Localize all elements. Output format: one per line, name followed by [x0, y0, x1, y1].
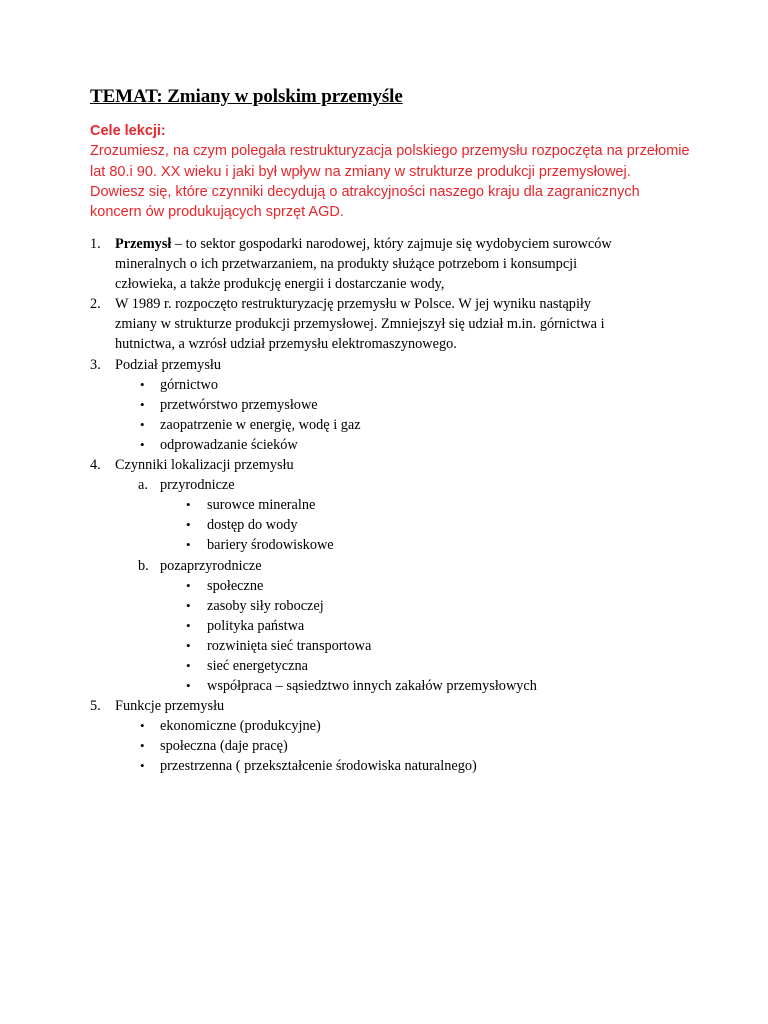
definition-text: człowieka, a także produkcję energii i dostarczanie wody,: [115, 276, 445, 293]
sub-letter: a.: [138, 477, 148, 494]
bullet-item: [0, 676, 768, 696]
bullet-icon: •: [186, 577, 191, 593]
bullet-icon: •: [186, 678, 191, 694]
bullet-text: przestrzenna ( przekształcenie środowiska naturalnego): [160, 758, 477, 775]
bullet-item: [0, 375, 768, 395]
bullet-item: [0, 495, 768, 515]
bullet-text: społeczna (daje pracę): [160, 738, 288, 755]
list-number: 3.: [90, 356, 101, 373]
bullet-icon: •: [186, 497, 191, 513]
bullet-icon: •: [140, 396, 145, 412]
bullet-text: sieć energetyczna: [207, 657, 308, 674]
bullet-item: [0, 636, 768, 656]
bullet-icon: •: [140, 376, 145, 392]
bullet-item: [0, 616, 768, 636]
lesson-goals-line: Dowiesz się, które czynniki decydują o atrakcyjności naszego kraju dla zagranicznych: [90, 183, 640, 200]
document-title: TEMAT: Zmiany w polskim przemyśle: [90, 86, 403, 107]
sub-item-a: [0, 475, 768, 495]
bullet-icon: •: [140, 758, 145, 774]
sub-item-text: przyrodnicze: [160, 477, 235, 494]
bullet-item: [0, 716, 768, 736]
bullet-item: [0, 656, 768, 676]
bullet-icon: •: [186, 637, 191, 653]
sub-item-text: pozaprzyrodnicze: [160, 557, 262, 574]
bullet-text: rozwinięta sieć transportowa: [207, 637, 372, 654]
bullet-icon: •: [140, 718, 145, 734]
bullet-text: dostęp do wody: [207, 517, 298, 534]
bullet-item: [0, 395, 768, 415]
bullet-text: polityka państwa: [207, 617, 305, 634]
bullet-text: górnictwo: [160, 376, 218, 393]
paragraph-text: hutnictwa, a wzrósł udział przemysłu elektromaszynowego.: [115, 336, 457, 353]
definition-text: – to sektor gospodarki narodowej, który zajmuje się wydobyciem surowców: [171, 236, 612, 252]
paragraph-text: zmiany w strukturze produkcji przemysłowej. Zmniejszył się udział m.in. górnictwa i: [115, 316, 605, 333]
term-bold: Przemysł: [115, 236, 172, 252]
bullet-icon: •: [186, 517, 191, 533]
bullet-item: [0, 736, 768, 756]
item-heading: Czynniki lokalizacji przemysłu: [115, 457, 294, 474]
list-number: 4.: [90, 457, 101, 474]
sub-item-b: [0, 556, 768, 576]
lesson-goals-line: koncern ów produkujących sprzęt AGD.: [90, 204, 344, 221]
bullet-icon: •: [186, 537, 191, 553]
bullet-item: [0, 435, 768, 455]
bullet-text: zaopatrzenie w energię, wodę i gaz: [160, 416, 361, 433]
sub-letter: b.: [138, 557, 149, 574]
bullet-text: współpraca – sąsiedztwo innych zakałów przemysłowych: [207, 678, 537, 695]
lesson-goals-line: lat 80.i 90. XX wieku i jaki był wpływ na zmiany w strukturze produkcji przemysłowej.: [90, 163, 631, 180]
bullet-text: przetwórstwo przemysłowe: [160, 396, 318, 413]
bullet-item: [0, 576, 768, 596]
bullet-item: [0, 535, 768, 555]
definition-text: mineralnych o ich przetwarzaniem, na produkty służące potrzebom i konsumpcji: [115, 256, 578, 273]
list-number: 1.: [90, 236, 101, 252]
bullet-icon: •: [186, 617, 191, 633]
bullet-item: [0, 415, 768, 435]
bullet-text: surowce mineralne: [207, 497, 316, 514]
list-item-1: [0, 234, 768, 294]
numbered-list: [0, 234, 768, 777]
bullet-icon: •: [140, 416, 145, 432]
bullet-icon: •: [186, 657, 191, 673]
bullet-text: ekonomiczne (produkcyjne): [160, 718, 321, 735]
list-item-5: [0, 696, 768, 716]
lesson-goals-line: Zrozumiesz, na czym polegała restrukturyzacja polskiego przemysłu rozpoczęta na przełomie: [90, 143, 690, 160]
bullet-item: [0, 515, 768, 535]
list-number: 2.: [90, 296, 101, 313]
bullet-icon: •: [140, 738, 145, 754]
bullet-text: odprowadzanie ścieków: [160, 436, 298, 453]
bullet-icon: •: [140, 436, 145, 452]
list-number: 5.: [90, 698, 101, 715]
bullet-item: [0, 596, 768, 616]
lesson-goals-label: Cele lekcji:: [90, 123, 166, 139]
bullet-text: społeczne: [207, 577, 264, 594]
bullet-text: zasoby siły roboczej: [207, 597, 324, 614]
list-item-4: [0, 455, 768, 475]
item-heading: Funkcje przemysłu: [115, 698, 225, 715]
bullet-text: bariery środowiskowe: [207, 537, 334, 554]
item-heading: Podział przemysłu: [115, 356, 222, 373]
paragraph-text: W 1989 r. rozpoczęto restrukturyzację przemysłu w Polsce. W jej wyniku nastąpiły: [115, 296, 592, 313]
bullet-icon: •: [186, 597, 191, 613]
list-item-2: [0, 294, 768, 354]
lesson-goals: [90, 121, 730, 222]
bullet-item: [0, 756, 768, 776]
list-item-3: [0, 355, 768, 375]
